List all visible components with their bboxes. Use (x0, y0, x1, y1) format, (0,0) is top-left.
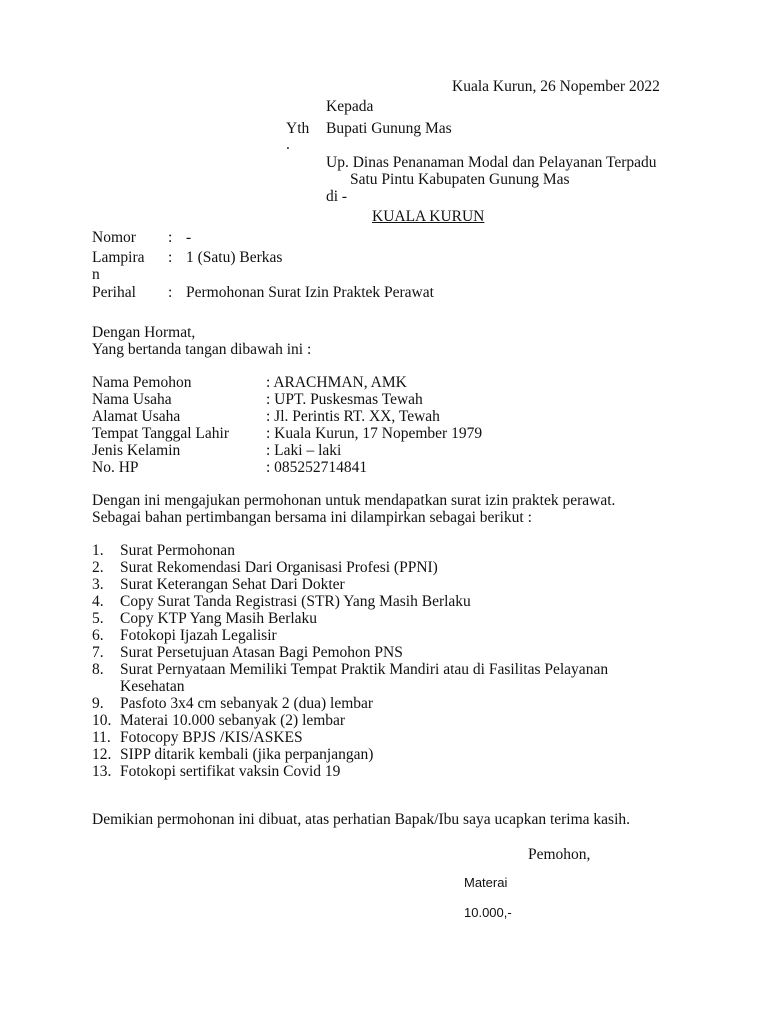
list-item-text: SIPP ditarik kembali (jika perpanjangan) (120, 746, 374, 763)
lampiran-label: Lampira (92, 249, 145, 266)
identity-value: : Jl. Perintis RT. XX, Tewah (266, 408, 440, 425)
identity-value: : Laki – laki (266, 442, 342, 459)
meta-perihal-row (0, 284, 768, 301)
list-item (0, 559, 768, 576)
list-item-text: Surat Rekomendasi Dari Organisasi Profesi (PPNI) (120, 559, 438, 576)
meta-lampiran-row (0, 249, 768, 283)
list-item-number: 2. (92, 559, 104, 576)
list-item (0, 712, 768, 729)
di-label: di - (326, 188, 348, 205)
greeting-line-1: Dengan Hormat, (92, 324, 196, 341)
list-item (0, 695, 768, 712)
perihal-label: Perihal (92, 284, 136, 301)
identity-row (0, 425, 768, 442)
list-item-number: 6. (92, 627, 104, 644)
list-item-number: 4. (92, 593, 104, 610)
city-name: KUALA KURUN (372, 208, 485, 225)
yth-dot: . (286, 136, 290, 153)
place-date: Kuala Kurun, 26 Nopember 2022 (452, 78, 660, 95)
list-item-number: 8. (92, 661, 104, 678)
pemohon-label: Pemohon, (528, 846, 591, 863)
list-item (0, 542, 768, 559)
list-item (0, 729, 768, 746)
lampiran-colon: : (168, 249, 173, 266)
perihal-colon: : (168, 284, 173, 301)
list-item-text: Materai 10.000 sebanyak (2) lembar (120, 712, 346, 729)
recipient-name: Bupati Gunung Mas (326, 120, 452, 137)
list-item (0, 610, 768, 627)
materai-value: 10.000,- (464, 905, 512, 920)
identity-block (0, 374, 768, 476)
lampiran-label-wrap: n (92, 266, 100, 283)
body-paragraph-2: Sebagai bahan pertimbangan bersama ini dilampirkan sebagai berikut : (92, 509, 532, 526)
list-item-number: 11. (92, 729, 111, 746)
list-item (0, 593, 768, 610)
list-item-text: Copy KTP Yang Masih Berlaku (120, 610, 318, 627)
identity-value: : ARACHMAN, AMK (266, 374, 407, 391)
materai-label: Materai (464, 875, 508, 890)
kepada-label: Kepada (326, 98, 374, 115)
identity-label: Nama Usaha (92, 391, 172, 408)
identity-label: Alamat Usaha (92, 408, 181, 425)
list-item-text: Fotokopi Ijazah Legalisir (120, 627, 277, 644)
nomor-label: Nomor (92, 229, 136, 246)
list-item (0, 627, 768, 644)
identity-label: No. HP (92, 459, 139, 476)
identity-row (0, 442, 768, 459)
list-item-number: 7. (92, 644, 104, 661)
list-item-number: 10. (92, 712, 112, 729)
body-paragraph-1: Dengan ini mengajukan permohonan untuk mendapatkan surat izin praktek perawat. (92, 492, 616, 509)
list-item-number: 5. (92, 610, 104, 627)
list-item-text: Fotocopy BPJS /KIS/ASKES (120, 729, 303, 746)
list-item (0, 746, 768, 763)
nomor-colon: : (168, 229, 173, 246)
identity-row (0, 408, 768, 425)
nomor-value: - (186, 229, 192, 246)
list-item (0, 661, 768, 695)
list-item (0, 763, 768, 780)
greeting-line-2: Yang bertanda tangan dibawah ini : (92, 341, 312, 358)
list-item-number: 12. (92, 746, 112, 763)
list-item-text: Surat Pernyataan Memiliki Tempat Praktik Mandiri atau di Fasilitas Pelayanan (120, 661, 609, 678)
list-item-text: Surat Keterangan Sehat Dari Dokter (120, 576, 345, 593)
perihal-value: Permohonan Surat Izin Praktek Perawat (186, 284, 434, 301)
list-item-text-wrap: Kesehatan (120, 678, 185, 695)
up-line-2: Satu Pintu Kabupaten Gunung Mas (350, 171, 570, 188)
list-item-text: Pasfoto 3x4 cm sebanyak 2 (dua) lembar (120, 695, 374, 712)
identity-row (0, 459, 768, 476)
closing-text: Demikian permohonan ini dibuat, atas perhatian Bapak/Ibu saya ucapkan terima kasih. (92, 811, 631, 828)
identity-label: Tempat Tanggal Lahir (92, 425, 229, 442)
list-item-number: 9. (92, 695, 104, 712)
identity-value: : 085252714841 (266, 459, 368, 476)
identity-value: : UPT. Puskesmas Tewah (266, 391, 423, 408)
list-item-text: Fotokopi sertifikat vaksin Covid 19 (120, 763, 341, 780)
identity-row (0, 374, 768, 391)
list-item (0, 576, 768, 593)
up-line-1: Up. Dinas Penanaman Modal dan Pelayanan Terpadu (326, 154, 657, 171)
identity-row (0, 391, 768, 408)
identity-label: Nama Pemohon (92, 374, 192, 391)
list-item-text: Copy Surat Tanda Registrasi (STR) Yang Masih Berlaku (120, 593, 471, 610)
list-item-number: 13. (92, 763, 112, 780)
list-item (0, 644, 768, 661)
identity-label: Jenis Kelamin (92, 442, 181, 459)
list-item-text: Surat Permohonan (120, 542, 235, 559)
identity-value: : Kuala Kurun, 17 Nopember 1979 (266, 425, 483, 442)
list-item-text: Surat Persetujuan Atasan Bagi Pemohon PNS (120, 644, 403, 661)
list-item-number: 1. (92, 542, 104, 559)
yth-label: Yth (286, 120, 310, 137)
list-item-number: 3. (92, 576, 104, 593)
meta-nomor-row (0, 229, 768, 246)
lampiran-value: 1 (Satu) Berkas (186, 249, 283, 266)
attachment-list (0, 542, 768, 780)
